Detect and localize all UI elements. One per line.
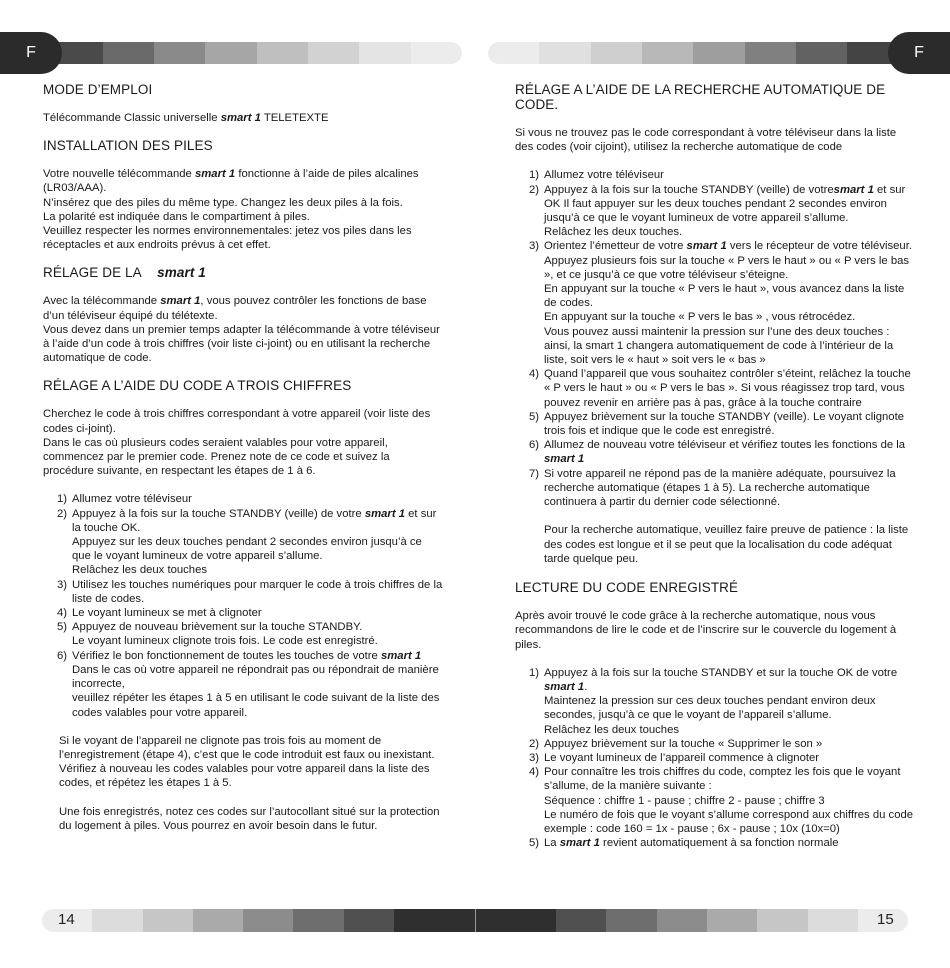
- list-item: 1) Allumez votre téléviseur: [529, 169, 664, 182]
- section-title-mode-emploi: MODE D’EMPLOI: [43, 82, 153, 97]
- list-item: 7) Si votre appareil ne répond pas de la manière adéquate, poursuivez la recherche automatique (étapes 1 à 5). La recherche automatique continuera à partir du dernier code sélectionné. Pour la recherche automatique, veuillez faire preuve de patience : la liste des codes est longue et il se peut que la localisation du code adéquat tarde quelque peu.: [529, 467, 909, 565]
- list-item: 3) Orientez l’émetteur de votre smart 1 vers le récepteur de votre téléviseur. Appuyez plusieurs fois sur la touche « P vers le haut » ou « P vers le bas », et ce jusqu’à ce que votre téléviseur s’éteigne. En appuyant sur la touche « P vers le haut », vous avancez dans la liste de codes. En appuyant sur la touche « P vers le bas » , vous rétrocédez. Vous pouvez aussi maintenir la pression sur l’une des deux touches : ainsi, la smart 1 changera automatiquement de code à l’intérieur de la liste, soit vers le « haut » soit vers le « bas »: [529, 240, 912, 367]
- list-item: 4) Le voyant lumineux se met à clignoter: [57, 607, 262, 620]
- note-paragraph-1: Si le voyant de l’appareil ne clignote pas trois fois au moment de l’enregistrement (étape 4), c’est que le code introduit est faux ou inexistant. Vérifiez à nouveau les codes valables pour votre appareil dans la liste des codes, et répétez les étapes 1 à 5.: [59, 734, 435, 790]
- list-item: 6) Allumez de nouveau votre téléviseur et vérifiez toutes les fonctions de la smart 1: [529, 439, 906, 466]
- section-title-setting: RÉLAGE DE LA smart 1: [43, 265, 206, 281]
- code-paragraph-1: Cherchez le code à trois chiffres correspondant à votre appareil (voir liste des codes ci-joint).: [43, 408, 431, 435]
- top-decorative-bar-left: [0, 42, 462, 64]
- page-number-right: 15: [877, 911, 894, 928]
- list-item: 1) Appuyez à la fois sur la touche STANDBY et sur la touche OK de votre smart 1. Maintenez la pression sur ces deux touches pendant environ deux secondes, jusqu’à ce que le voyant de l’appareil s’allume. Relâchez les deux touches: [529, 666, 898, 736]
- list-item: 1) Allumez votre téléviseur: [57, 493, 192, 506]
- list-item: 4) Quand l’appareil que vous souhaitez contrôler s’éteint, relâchez la touche « P vers le haut » ou « P vers le bas ». Si vous réagissez trop tard, vous pouvez revenir en arrière pas à pas, grâce à la touche contraire: [529, 368, 911, 409]
- list-item: 3) Utilisez les touches numériques pour marquer le code à trois chiffres de la liste de codes.: [57, 578, 443, 605]
- code-paragraph-2: Dans le cas où plusieurs codes seraient valables pour votre appareil, commencez par le premier code. Prenez note de ce code et suivez la procédure suivante, en respectant les étapes de 1 à 6.: [43, 436, 390, 478]
- read-paragraph-1: Après avoir trouvé le code grâce à la recherche automatique, nous vous recommandons de lire le code et de l’inscrire sur le couvercle du logement à piles.: [515, 610, 897, 651]
- list-item: 6) Vérifiez le bon fonctionnement de toutes les touches de votre smart 1 Dans le cas où votre appareil ne répondrait pas ou répondrait de manière incorrecte, veuillez répéter les étapes 1 à 5 en utilisant le code suivant de la liste des codes valables pour votre appareil.: [57, 649, 440, 719]
- section-title-code: RÉLAGE A L’AIDE DU CODE A TROIS CHIFFRES: [43, 378, 352, 394]
- section-title-read-code: LECTURE DU CODE ENREGISTRÉ: [515, 580, 739, 596]
- language-tab-right: F: [888, 32, 950, 74]
- code-steps-list: [43, 492, 443, 719]
- auto-paragraph-1: Si vous ne trouvez pas le code correspondant à votre téléviseur dans la liste des codes (voir cijoint), utilisez la recherche automatique de code: [515, 127, 897, 154]
- list-item: 2) Appuyez à la fois sur la touche STANDBY (veille) de votre smart 1 et sur la touche OK. Appuyez sur les deux touches pendant 2 secondes environ jusqu’à ce que le voyant lumineux de votre appareil s’allume. Relâchez les deux touches: [57, 507, 437, 577]
- section-title-installation: INSTALLATION DES PILES: [43, 138, 213, 154]
- install-paragraph-2: N’insérez que des piles du même type. Changez les deux piles à la fois.: [43, 196, 403, 209]
- list-item: 2) Appuyez à la fois sur la touche STANDBY (veille) de votresmart 1 et sur OK Il faut appuyer sur les deux touches pendant 2 secondes environ jusqu’à ce que le voyant lumineux de votre appareil s’allume. Relâchez les deux touches.: [529, 183, 906, 239]
- install-paragraph-4: Veuillez respecter les normes environnementales: jetez vos piles dans les réceptacles et aux endroits prévus à cet effet.: [43, 225, 412, 252]
- note-paragraph-2: Une fois enregistrés, notez ces codes sur l’autocollant situé sur la protection du logement à piles. Vous pourrez en avoir besoin dans le futur.: [59, 805, 440, 832]
- list-item: 5) Appuyez de nouveau brièvement sur la touche STANDBY. Le voyant lumineux clignote trois fois. Le code est enregistré.: [57, 621, 378, 648]
- list-item: 5) Appuyez brièvement sur la touche STANDBY (veille). Le voyant clignote trois fois et indique que le code est enregistré.: [529, 410, 905, 438]
- product-subtitle: Télécommande Classic universelle smart 1 TELETEXTE: [43, 112, 329, 124]
- install-paragraph-3: La polarité est indiquée dans le compartiment à piles.: [43, 210, 310, 223]
- right-page-column: [515, 82, 915, 850]
- list-item: 3) Le voyant lumineux de l’appareil commence à clignoter: [529, 751, 820, 764]
- auto-steps-list: [515, 168, 915, 566]
- section-title-auto-search: RÉLAGE A L’AIDE DE LA RECHERCHE AUTOMATIQUE DE CODE.: [515, 82, 886, 112]
- top-decorative-bar-right: [488, 42, 950, 64]
- setting-paragraph-2: Vous devez dans un premier temps adapter la télécommande à votre téléviseur à l’aide d’un code à trois chiffres (voir liste ci-joint) ou en utilisant la recherche automatique de code.: [43, 323, 440, 365]
- install-paragraph-1: Votre nouvelle télécommande smart 1 fonctionne à l’aide de piles alcalines (LR03/AAA).: [43, 168, 419, 195]
- list-item: 5) La smart 1 revient automatiquement à sa fonction normale: [529, 837, 839, 850]
- list-item: 2) Appuyez brièvement sur la touche « Supprimer le son »: [529, 737, 823, 750]
- bottom-decorative-bar: [42, 909, 908, 932]
- left-page-column: [43, 82, 443, 833]
- read-steps-list: [515, 666, 915, 851]
- page-number-left: 14: [58, 911, 75, 928]
- setting-paragraph-1: Avec la télécommande smart 1, vous pouvez contrôler les fonctions de base d’un téléviseur équipé du télétexte.: [43, 295, 427, 322]
- language-tab-left: F: [0, 32, 62, 74]
- list-item: 4) Pour connaître les trois chiffres du code, comptez les fois que le voyant s’allume, de la manière suivante : Séquence : chiffre 1 - pause ; chiffre 2 - pause ; chiffre 3 Le numéro de fois que le voyant s’allume correspond aux chiffres du code exemple : code 160 = 1x - pause ; 6x - pause ; 10x (10x=0): [529, 766, 914, 835]
